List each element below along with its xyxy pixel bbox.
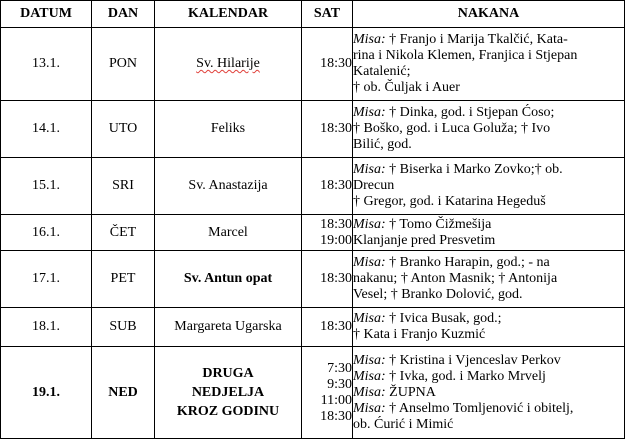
calendar-saint: Marcel bbox=[208, 224, 248, 240]
day-cell: PON bbox=[92, 28, 155, 101]
table-row bbox=[1, 215, 625, 251]
day-cell: NED bbox=[92, 347, 155, 439]
time-entry: 11:00 bbox=[320, 392, 352, 408]
header-kalendar: KALENDAR bbox=[155, 1, 302, 28]
date-cell: 13.1. bbox=[1, 28, 92, 101]
header-nakana: NAKANA bbox=[353, 1, 625, 28]
table-row bbox=[1, 28, 625, 101]
time-cell bbox=[302, 215, 353, 251]
calendar-cell bbox=[155, 158, 302, 215]
date-cell: 15.1. bbox=[1, 158, 92, 215]
calendar-cell bbox=[155, 101, 302, 158]
intention-line: Misa: † Ivka, god. i Marko Mrvelj bbox=[353, 368, 546, 384]
date-cell: 16.1. bbox=[1, 215, 92, 251]
time-entry: 7:30 bbox=[327, 360, 352, 376]
time-entry: 18:30 bbox=[320, 408, 352, 424]
misa-label: Misa: bbox=[353, 255, 386, 270]
time-entry: 9:30 bbox=[327, 376, 352, 392]
intention-line: Misa: † Ivica Busak, god.; bbox=[353, 311, 502, 326]
time-cell bbox=[302, 101, 353, 158]
header-dan: DAN bbox=[92, 1, 155, 28]
calendar-saint: Feliks bbox=[210, 121, 246, 136]
intention-line: Misa: † Branko Harapin, god.; - na bbox=[353, 255, 550, 270]
time-cell bbox=[302, 28, 353, 101]
time-entry: 18:30 bbox=[320, 178, 352, 193]
intention-line: † Boško, god. i Luca Goluža; † Ivo bbox=[353, 121, 551, 136]
time-entry: 18:30 bbox=[320, 121, 352, 136]
intention-line: Misa: † Dinka, god. i Stjepan Ćoso; bbox=[353, 105, 555, 120]
calendar-cell bbox=[155, 347, 302, 439]
misa-label: Misa: bbox=[353, 400, 386, 416]
time-cell bbox=[302, 347, 353, 439]
date-cell: 19.1. bbox=[1, 347, 92, 439]
time-entry: 18:30 bbox=[320, 56, 352, 71]
day-cell: PET bbox=[92, 251, 155, 308]
time-entry: 18:30 bbox=[320, 319, 352, 334]
intention-line: Misa: † Kristina i Vjenceslav Perkov bbox=[353, 352, 561, 368]
intention-line: Bilić, god. bbox=[353, 137, 412, 152]
misa-label: Misa: bbox=[353, 384, 386, 400]
misa-label: Misa: bbox=[353, 162, 386, 177]
misa-label: Misa: bbox=[353, 105, 386, 120]
intention-line: Klanjanje pred Presvetim bbox=[353, 232, 496, 248]
intention-line: Misa: † Anselmo Tomljenović i obitelj, bbox=[353, 400, 574, 416]
table-row bbox=[1, 251, 625, 308]
date-cell: 14.1. bbox=[1, 101, 92, 158]
intention-line: ob. Ćurić i Mimić bbox=[353, 416, 454, 432]
intention-line: † Kata i Franjo Kuzmić bbox=[353, 327, 486, 342]
time-entry: 18:30 bbox=[320, 216, 352, 232]
time-entry: 19:00 bbox=[320, 232, 352, 248]
intention-line: † Gregor, god. i Katarina Hegeduš bbox=[353, 194, 546, 209]
calendar-saint: Sv. Hilarije bbox=[196, 56, 260, 71]
misa-label: Misa: bbox=[353, 216, 386, 232]
intention-line: Vesel; † Branko Dolović, god. bbox=[353, 287, 523, 302]
table-row bbox=[1, 347, 625, 439]
intention-cell bbox=[353, 308, 625, 347]
day-cell: ČET bbox=[92, 215, 155, 251]
time-entry: 18:30 bbox=[320, 271, 352, 286]
calendar-cell bbox=[155, 251, 302, 308]
intention-line: Katalenić; bbox=[353, 64, 411, 79]
misa-label: Misa: bbox=[353, 32, 386, 47]
intention-cell bbox=[353, 347, 625, 439]
calendar-cell bbox=[155, 308, 302, 347]
table-row bbox=[1, 158, 625, 215]
intention-line: rina i Nikola Klemen, Franjica i Stjepan bbox=[353, 48, 578, 63]
intention-line: † ob. Čuljak i Auer bbox=[353, 80, 460, 95]
calendar-saint: Margareta Ugarska bbox=[174, 319, 282, 334]
calendar-saint: Sv. Anastazija bbox=[188, 178, 268, 193]
intention-cell bbox=[353, 28, 625, 101]
intention-line: Drecun bbox=[353, 178, 395, 193]
time-cell bbox=[302, 158, 353, 215]
time-cell bbox=[302, 251, 353, 308]
day-cell: UTO bbox=[92, 101, 155, 158]
date-cell: 17.1. bbox=[1, 251, 92, 308]
header-row bbox=[1, 1, 625, 28]
header-sat: SAT bbox=[302, 1, 353, 28]
intention-cell bbox=[353, 215, 625, 251]
date-cell: 18.1. bbox=[1, 308, 92, 347]
calendar-line: NEDJELJA bbox=[191, 385, 265, 400]
intention-line: nakanu; † Anton Masnik; † Antonija bbox=[353, 271, 558, 286]
calendar-line: KROZ GODINU bbox=[176, 404, 280, 419]
misa-label: Misa: bbox=[353, 352, 386, 368]
intention-line: Misa: † Biserka i Marko Zovko;† ob. bbox=[353, 162, 563, 177]
calendar-line: DRUGA bbox=[202, 366, 254, 381]
day-cell: SRI bbox=[92, 158, 155, 215]
intention-line: Misa: ŽUPNA bbox=[353, 384, 436, 400]
intention-line: Misa: † Tomo Čižmešija bbox=[353, 216, 492, 232]
table-row bbox=[1, 101, 625, 158]
header-datum: DATUM bbox=[1, 1, 92, 28]
misa-label: Misa: bbox=[353, 311, 386, 326]
misa-label: Misa: bbox=[353, 368, 386, 384]
calendar-cell bbox=[155, 215, 302, 251]
intention-cell bbox=[353, 158, 625, 215]
intention-cell bbox=[353, 101, 625, 158]
time-cell bbox=[302, 308, 353, 347]
calendar-cell bbox=[155, 28, 302, 101]
intention-line: Misa: † Franjo i Marija Tkalčić, Kata- bbox=[353, 32, 568, 47]
calendar-saint: Sv. Antun opat bbox=[183, 271, 273, 286]
table-row bbox=[1, 308, 625, 347]
intention-cell bbox=[353, 251, 625, 308]
day-cell: SUB bbox=[92, 308, 155, 347]
